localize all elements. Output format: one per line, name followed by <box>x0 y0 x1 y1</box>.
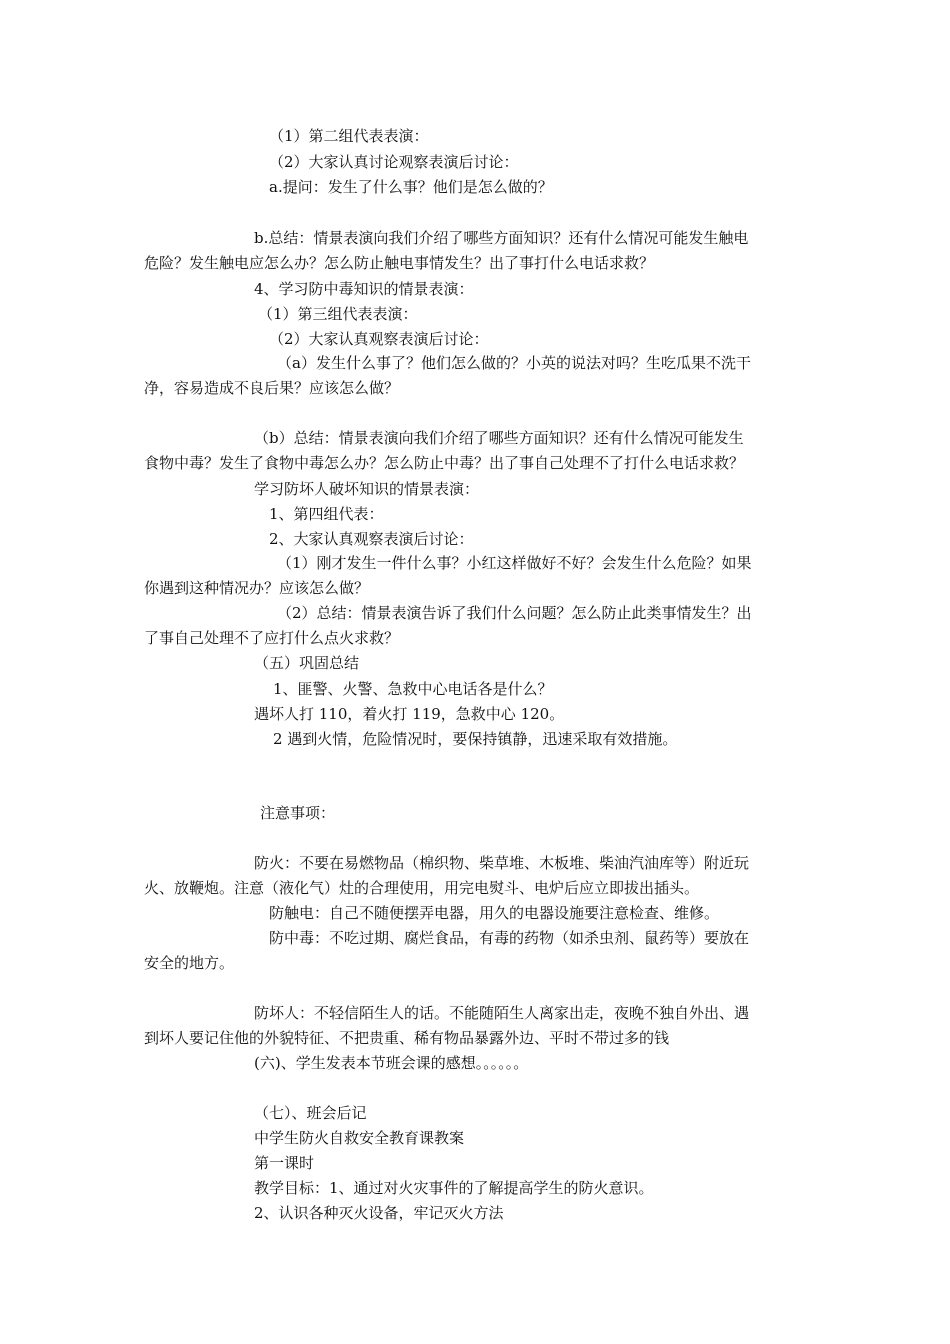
text-line: (六)、学生发表本节班会课的感想。。。。。。 <box>254 1054 529 1072</box>
text-line: 防火：不要在易燃物品（棉织物、柴草堆、木板堆、柴油汽油库等）附近玩 <box>254 854 750 872</box>
text-line: 遇坏人打 110，着火打 119，急救中心 120。 <box>254 705 565 723</box>
text-line: 注意事项： <box>260 804 336 822</box>
text-line: 防中毒：不吃过期、腐烂食品，有毒的药物（如杀虫剂、鼠药等）要放在 <box>269 929 750 947</box>
text-line: 安全的地方。 <box>144 954 235 972</box>
text-line: （1）刚才发生一件什么事？小红这样做好不好？会发生什么危险？如果 <box>277 554 752 572</box>
text-line: 食物中毒？发生了食物中毒怎么办？怎么防止中毒？出了事自己处理不了打什么电话求救？ <box>144 454 745 472</box>
text-line: （2）大家认真观察表演后讨论： <box>269 330 489 348</box>
text-line: 危险？发生触电应怎么办？怎么防止触电事情发生？出了事打什么电话求救？ <box>144 254 655 272</box>
text-line: 2、大家认真观察表演后讨论： <box>269 530 474 548</box>
text-line: 4、学习防中毒知识的情景表演： <box>254 280 474 298</box>
text-line: a.提问：发生了什么事？他们是怎么做的？ <box>269 178 553 196</box>
text-line: 第一课时 <box>254 1154 315 1172</box>
text-line: b.总结：情景表演向我们介绍了哪些方面知识？还有什么情况可能发生触电 <box>254 229 749 247</box>
text-line: （七）、班会后记 <box>254 1104 367 1122</box>
text-line: 学习防坏人破坏知识的情景表演： <box>254 480 480 498</box>
text-line: （2）大家认真讨论观察表演后讨论： <box>269 153 519 171</box>
text-line: 防触电：自己不随便摆弄电器，用久的电器设施要注意检查、维修。 <box>269 904 720 922</box>
text-line: （1）第三组代表表演： <box>258 305 418 323</box>
text-line: （1）第二组代表表演： <box>269 127 429 145</box>
text-line: （2）总结：情景表演告诉了我们什么问题？怎么防止此类事情发生？出 <box>277 604 752 622</box>
text-line: 到坏人要记住他的外貌特征、不把贵重、稀有物品暴露外边、平时不带过多的钱 <box>144 1029 670 1047</box>
text-line: 1、第四组代表： <box>269 505 384 523</box>
text-line: 火、放鞭炮。注意（液化气）灶的合理使用，用完电熨斗、电炉后应立即拔出插头。 <box>144 879 700 897</box>
text-line: （b）总结：情景表演向我们介绍了哪些方面知识？还有什么情况可能发生 <box>254 429 744 447</box>
text-line: 了事自己处理不了应打什么点火求救？ <box>144 629 400 647</box>
text-line: 教学目标：1、通过对火灾事件的了解提高学生的防火意识。 <box>254 1179 654 1197</box>
text-line: （五）巩固总结 <box>254 654 360 672</box>
text-line: 2 遇到火情，危险情况时，要保持镇静，迅速采取有效措施。 <box>273 730 678 748</box>
text-line: 防坏人：不轻信陌生人的话。不能随陌生人离家出走，夜晚不独自外出、遇 <box>254 1004 750 1022</box>
text-line: （a）发生什么事了？他们怎么做的？小英的说法对吗？生吃瓜果不洗干 <box>277 354 751 372</box>
text-line: 净，容易造成不良后果？应该怎么做？ <box>144 379 400 397</box>
text-line: 1、匪警、火警、急救中心电话各是什么？ <box>273 680 553 698</box>
text-line: 你遇到这种情况办？应该怎么做？ <box>144 579 370 597</box>
text-line: 2、认识各种灭火设备，牢记灭火方法 <box>254 1204 504 1222</box>
text-line: 中学生防火自救安全教育课教案 <box>254 1129 465 1147</box>
